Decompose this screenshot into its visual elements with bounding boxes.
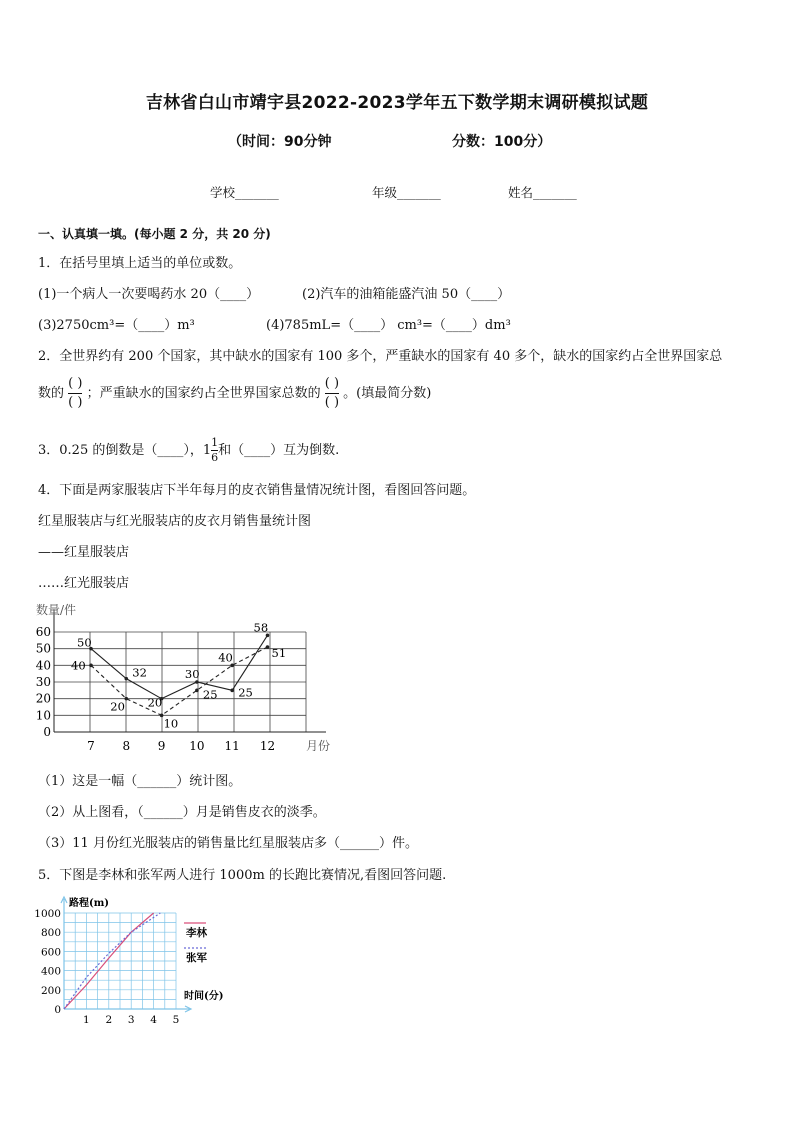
q2-fraction-1: $\frac{( )}{( )}$ [68, 376, 83, 410]
data-point [125, 677, 129, 681]
q1-part-a: (1)一个病人一次要喝药水 20（____） [38, 287, 260, 302]
grade-field: 年级_______ [372, 185, 441, 200]
data-label: 20 [147, 695, 163, 710]
x-tick-label: 3 [127, 1014, 135, 1026]
data-label: 51 [271, 646, 287, 660]
race-line-chart [34, 893, 274, 1028]
q3-fraction: $\frac{1}{6}$ [211, 436, 219, 464]
x-tick-label: 1 [83, 1014, 90, 1026]
data-label: 40 [71, 658, 86, 673]
q2-pre: 数的 [38, 386, 65, 401]
x-tick-label: 5 [172, 1014, 180, 1026]
legend-hongguang: ……红光服装店 [38, 576, 130, 591]
q2-mid: ；严重缺水的国家约占全世界国家总数的 [86, 386, 321, 401]
y-tick-label: 0 [43, 725, 51, 739]
x-axis-label: 时间(分) [184, 991, 224, 1002]
data-label: 40 [218, 650, 233, 665]
legend-hongxing: ——红星服装店 [38, 545, 130, 560]
data-point [89, 664, 93, 668]
x-tick-label: 9 [157, 739, 166, 753]
y-tick-label: 400 [40, 965, 61, 978]
x-tick-label: 10 [189, 739, 205, 753]
school-field: 学校_______ [210, 185, 279, 200]
y-axis-label: 数量/件 [36, 603, 77, 617]
x-axis-label: 月份 [306, 739, 331, 753]
page-title: 吉林省白山市靖宇县2022-2023学年五下数学期末调研模拟试题 [145, 93, 649, 113]
y-tick-label: 600 [40, 946, 61, 959]
y-tick-label: 50 [35, 641, 51, 656]
data-label: 20 [110, 699, 125, 714]
q2-line1: 2．全世界约有 200 个国家，其中缺水的国家有 100 多个，严重缺水的国家有 40 多个，缺水的国家约占全世界国家总 [38, 349, 723, 364]
score-label: 分数：100分） [452, 134, 552, 150]
q1-part-c: (3)2750cm³=（____）m³ [38, 318, 195, 333]
x-tick-label: 8 [122, 739, 131, 753]
data-label: 30 [184, 667, 200, 681]
data-point [195, 689, 199, 693]
q3-pre: 3．0.25 的倒数是（____）， [38, 443, 203, 458]
q5-stem: 5．下图是李林和张军两人进行 1000m 的长跑比赛情况,看图回答问题. [38, 868, 447, 883]
data-label: 25 [202, 687, 218, 702]
data-point [266, 645, 270, 649]
q1-part-d: (4)785mL=（____） cm³=（____）dm³ [266, 318, 511, 333]
y-tick-label: 800 [40, 927, 61, 940]
data-point [230, 689, 234, 693]
chart-title: 红星服装店与红光服装店的皮衣月销售量统计图 [38, 514, 312, 529]
sales-line-chart [34, 600, 354, 755]
data-label: 32 [132, 665, 147, 680]
data-point [125, 697, 129, 701]
data-label: 50 [77, 635, 92, 650]
x-tick-label: 12 [259, 739, 276, 753]
y-tick-label: 30 [35, 675, 51, 689]
q2-line2 [38, 376, 431, 411]
data-label: 10 [163, 716, 179, 731]
q1-part-b: (2)汽车的油箱能盛汽油 50（____） [302, 287, 511, 302]
q2-post: 。(填最简分数) [343, 386, 432, 401]
q4-sub2: （2）从上图看，（______）月是销售皮衣的淡季。 [38, 805, 326, 820]
legend-label: 李林 [186, 927, 207, 939]
x-tick-label: 11 [224, 739, 240, 753]
x-tick-label: 2 [105, 1014, 113, 1026]
y-tick-label: 60 [35, 625, 51, 639]
data-label: 25 [238, 685, 253, 700]
x-tick-label: 7 [87, 739, 95, 753]
y-tick-label: 20 [35, 691, 51, 706]
x-tick-label: 4 [150, 1014, 157, 1026]
y-tick-label: 1000 [34, 908, 61, 920]
y-tick-label: 40 [35, 658, 51, 673]
q4-sub1: （1）这是一幅（______）统计图。 [38, 774, 242, 789]
section-heading: 一、认真填一填。(每小题 2 分，共 20 分) [38, 227, 271, 241]
q4-stem: 4．下面是两家服装店下半年每月的皮衣销售量情况统计图，看图回答问题。 [38, 483, 476, 498]
data-label: 58 [253, 620, 269, 635]
time-label: （时间：90分钟 [228, 134, 332, 150]
y-axis-label: 路程(m) [69, 898, 110, 909]
y-tick-label: 200 [40, 984, 61, 997]
y-tick-label: 0 [54, 1004, 61, 1016]
q3-line [38, 437, 339, 464]
q4-sub3: （3）11 月份红光服装店的销售量比红星服装店多（______）件。 [38, 836, 418, 851]
q2-fraction-2: $\frac{( )}{( )}$ [324, 376, 340, 410]
q3-post: 和（____）互为倒数. [218, 443, 340, 458]
legend-label: 张军 [186, 952, 207, 964]
name-field: 姓名_______ [508, 185, 577, 200]
q1-stem: 1．在括号里填上适当的单位或数。 [38, 256, 242, 271]
q3-whole: 1 [202, 443, 212, 458]
y-tick-label: 10 [35, 708, 51, 723]
